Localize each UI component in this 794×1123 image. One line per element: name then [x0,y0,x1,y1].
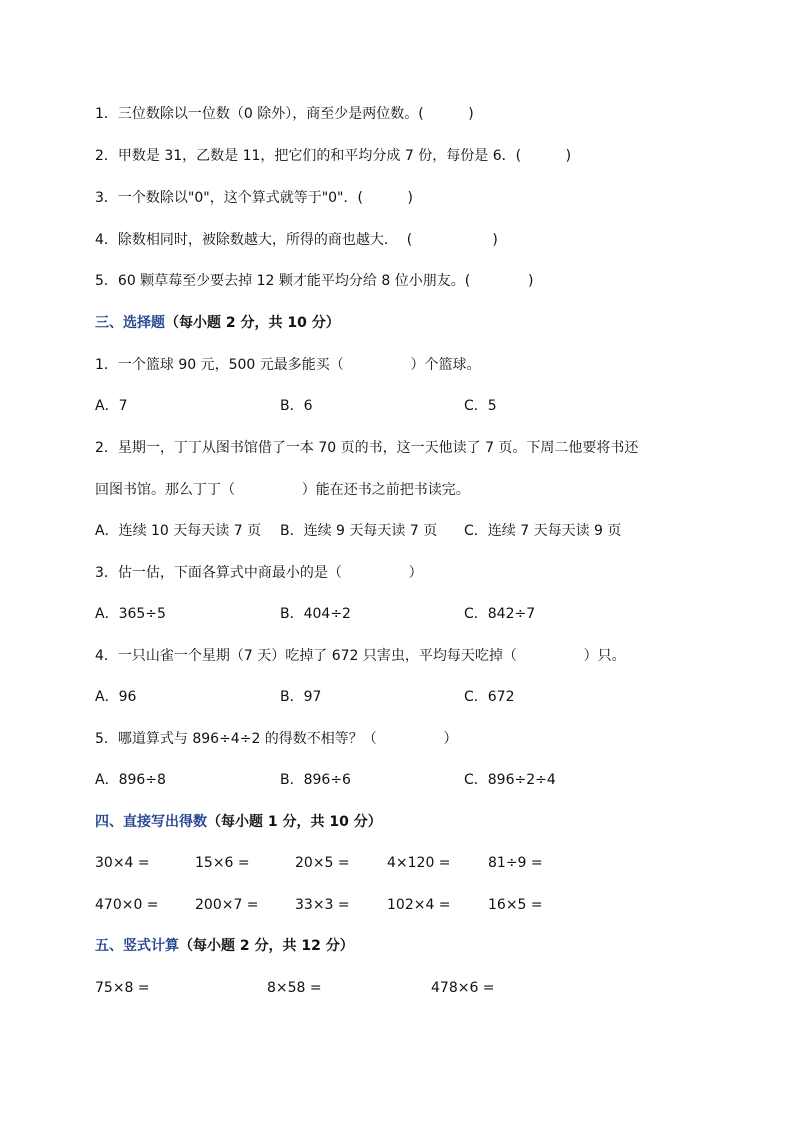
section-3-heading [95,313,340,333]
q2-option-c: C．连续 7 天每天读 9 页 [464,523,622,539]
q1-option-a: A．7 [95,398,128,414]
section-5-note: （每小题 2 分，共 12 分） [179,938,354,954]
oral-calc-item: 4×120 = [387,855,451,871]
section-3-title: 三、选择题 [95,315,165,331]
vertical-calc-item: 8×58 = [267,980,322,996]
judgement-question-5: 5．60 颗草莓至少要去掉 12 颗才能平均分给 8 位小朋友。( ) [95,273,534,289]
q5-option-a: A．896÷8 [95,772,166,788]
choice-question-1: 1．一个篮球 90 元，500 元最多能买（ ）个篮球。 [95,357,481,373]
oral-calc-item: 200×7 = [195,897,259,913]
q5-option-c: C．896÷2÷4 [464,772,556,788]
oral-calc-item: 15×6 = [195,855,250,871]
section-3-note: （每小题 2 分，共 10 分） [165,315,340,331]
choice-question-3: 3．估一估，下面各算式中商最小的是（ ） [95,565,423,581]
oral-calc-item: 20×5 = [295,855,350,871]
judgement-question-2: 2．甲数是 31，乙数是 11，把它们的和平均分成 7 份，每份是 6．( ) [95,148,572,164]
oral-calc-item: 81÷9 = [488,855,543,871]
judgement-question-4: 4．除数相同时，被除数越大，所得的商也越大． ( ) [95,232,498,248]
judgement-question-3: 3．一个数除以"0"，这个算式就等于"0"．( ) [95,190,413,206]
choice-question-2-line-1: 2．星期一，丁丁从图书馆借了一本 70 页的书，这一天他读了 7 页。下周二他要将书还 [95,440,639,456]
q1-option-c: C．5 [464,398,497,414]
q4-option-a: A．96 [95,689,137,705]
choice-question-5: 5．哪道算式与 896÷4÷2 的得数不相等？（ ） [95,731,458,747]
oral-calc-item: 470×0 = [95,897,159,913]
q2-option-b: B．连续 9 天每天读 7 页 [280,523,438,539]
oral-calc-item: 102×4 = [387,897,451,913]
section-5-title: 五、竖式计算 [95,938,179,954]
vertical-calc-item: 478×6 = [431,980,495,996]
vertical-calc-item: 75×8 = [95,980,150,996]
q4-option-b: B．97 [280,689,322,705]
oral-calc-item: 16×5 = [488,897,543,913]
section-4-title: 四、直接写出得数 [95,814,207,830]
q3-option-c: C．842÷7 [464,606,536,622]
section-4-note: （每小题 1 分，共 10 分） [207,814,382,830]
choice-question-2-line-2: 回图书馆。那么丁丁（ ）能在还书之前把书读完。 [95,482,470,498]
choice-question-4: 4．一只山雀一个星期（7 天）吃掉了 672 只害虫，平均每天吃掉（ ）只。 [95,648,626,664]
oral-calc-item: 33×3 = [295,897,350,913]
q2-option-a: A．连续 10 天每天读 7 页 [95,523,262,539]
q3-option-b: B．404÷2 [280,606,351,622]
q3-option-a: A．365÷5 [95,606,166,622]
q5-option-b: B．896÷6 [280,772,351,788]
oral-calc-item: 30×4 = [95,855,150,871]
section-5-heading [95,936,354,956]
q4-option-c: C．672 [464,689,515,705]
q1-option-b: B．6 [280,398,313,414]
judgement-question-1: 1．三位数除以一位数（0 除外），商至少是两位数。( ) [95,106,474,122]
section-4-heading [95,812,382,832]
